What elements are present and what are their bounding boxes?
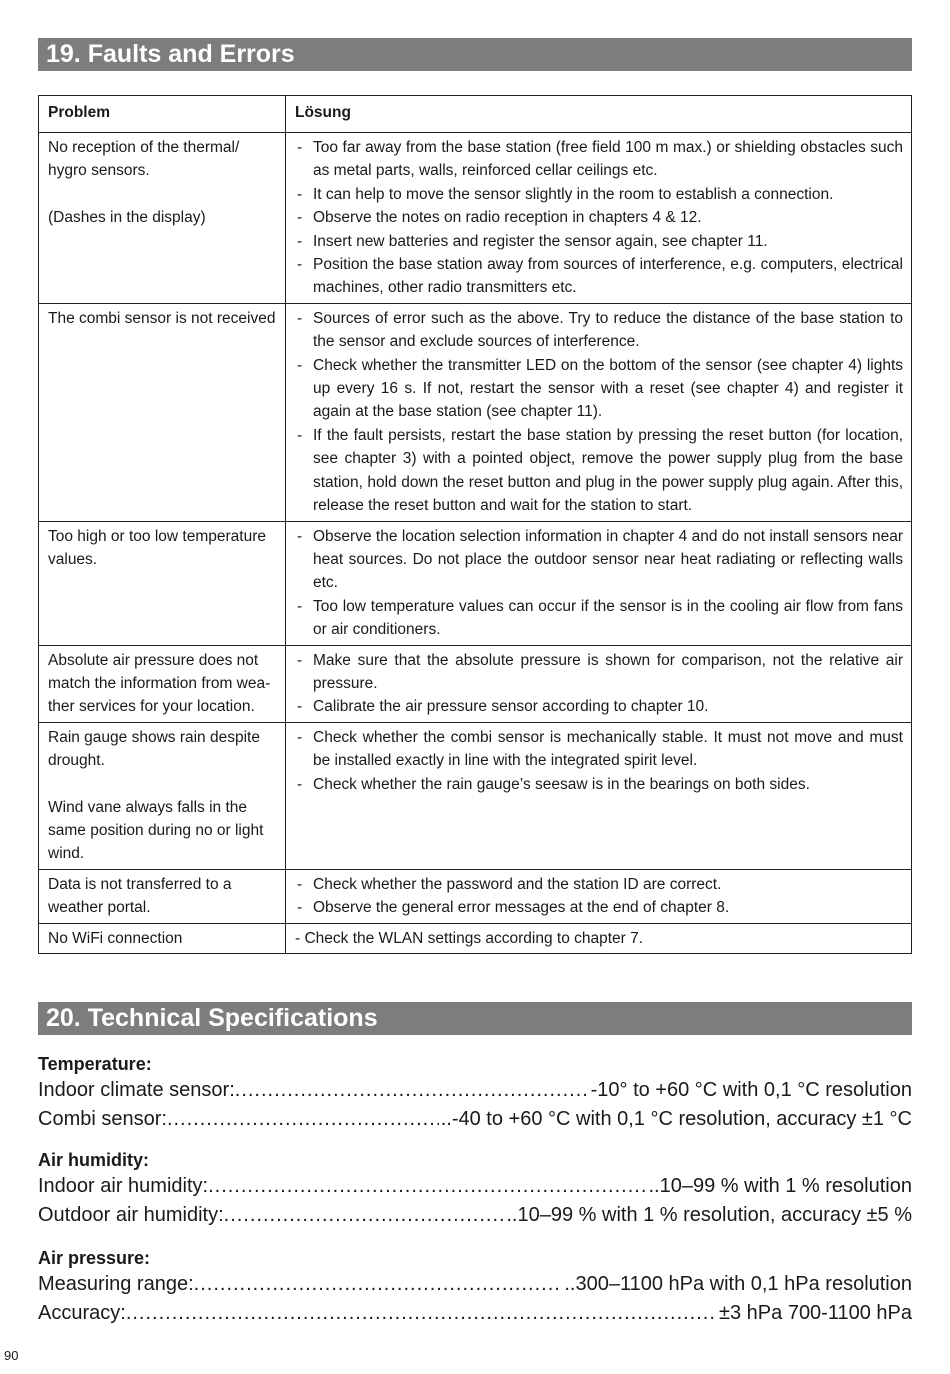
dot-leader [235, 1076, 589, 1105]
solution-cell [286, 521, 912, 645]
problem-text: No WiFi connection [48, 929, 183, 947]
problem-text: Wind vane always falls in the same position during no or light wind. [48, 798, 264, 863]
problem-cell [39, 521, 286, 645]
solution-item: - Observe the location selection information in chapter 4 and do not install sensors near heat sources. Do not place the outdoor sensor near heat radiating or reflecting walls etc. [295, 525, 903, 595]
spec-row [38, 1172, 912, 1201]
solution-item: - Too low temperature values can occur if the sensor is in the cooling air flow from fans or air conditioners. [295, 595, 903, 642]
spec-value: ..-40 to +60 °C with 0,1 °C resolution, accuracy ±1 °C [440, 1108, 912, 1130]
spec-label: Combi sensor: [38, 1108, 167, 1130]
faults-table [38, 95, 912, 954]
problem-cell [39, 923, 286, 953]
solution-item: - Observe the notes on radio reception in chapters 4 & 12. [295, 206, 903, 229]
column-header-problem: Problem [39, 96, 286, 133]
spec-row [38, 1270, 912, 1299]
solution-cell [286, 645, 912, 722]
solution-cell [286, 722, 912, 869]
dot-leader [194, 1270, 563, 1299]
table-row [39, 521, 912, 645]
spec-group-humidity [38, 1148, 912, 1230]
table-row [39, 923, 912, 953]
spec-label: Accuracy: [38, 1302, 126, 1324]
dot-leader [126, 1299, 717, 1328]
spec-heading: Air humidity: [38, 1150, 149, 1170]
section-20-heading: 20. Technical Specifications [38, 1002, 912, 1035]
solution-item: - Observe the general error messages at the end of chapter 8. [295, 896, 903, 919]
solution-item: - Calibrate the air pressure sensor according to chapter 10. [295, 695, 903, 718]
spec-value: ..10–99 % with 1 % resolution [648, 1175, 912, 1197]
solution-cell [286, 869, 912, 923]
spec-label: Outdoor air humidity: [38, 1204, 224, 1226]
solution-cell [286, 133, 912, 304]
solution-item: - Make sure that the absolute pressure is shown for comparison, not the relative air pressure. [295, 649, 903, 696]
solution-cell [286, 303, 912, 521]
problem-text: Absolute air pressure does not match the information from wea-ther services for your location. [48, 651, 271, 716]
table-row [39, 645, 912, 722]
problem-text: Rain gauge shows rain despite drought. [48, 728, 260, 770]
problem-cell [39, 869, 286, 923]
spec-value: ..10–99 % with 1 % resolution, accuracy ±5 % [506, 1204, 912, 1226]
solution-item: - Check whether the transmitter LED on the bottom of the sensor (see chapter 4) lights up every 16 s. If not, restart the sensor with a reset (see chapter 4) and register it again at the base station (see chapter 11). [295, 354, 903, 424]
solution-cell [286, 923, 912, 953]
solution-item: - Position the base station away from sources of interference, e.g. computers, electrical machines, other radio transmitters etc. [295, 253, 903, 300]
dot-leader [224, 1201, 505, 1230]
spec-group-pressure [38, 1246, 912, 1328]
solution-item: - Check whether the combi sensor is mechanically stable. It must not move and must be installed exactly in line with the integrated spirit level. [295, 726, 903, 773]
spec-row [38, 1105, 912, 1134]
table-row [39, 869, 912, 923]
spec-value: ..300–1100 hPa with 0,1 hPa resolution [564, 1273, 912, 1295]
problem-text: (Dashes in the display) [48, 208, 206, 226]
solution-item: - Too far away from the base station (free field 100 m max.) or shielding obstacles such as metal parts, walls, reinforced cellar ceilings etc. [295, 136, 903, 183]
problem-text: Too high or too low temperature values. [48, 527, 266, 568]
column-header-solution: Lösung [286, 96, 912, 133]
solution-item: - Sources of error such as the above. Try to reduce the distance of the base station to the sensor and exclude sources of interference. [295, 307, 903, 354]
problem-text: The combi sensor is not received [48, 309, 276, 327]
dot-leader [208, 1172, 646, 1201]
problem-text: No reception of the thermal/ hygro sensors. [48, 139, 240, 180]
problem-cell [39, 303, 286, 521]
solution-item: - Check whether the rain gauge’s seesaw is in the bearings on both sides. [295, 773, 903, 796]
spec-heading: Air pressure: [38, 1248, 151, 1268]
spec-label: Indoor air humidity: [38, 1175, 209, 1197]
solution-item: - If the fault persists, restart the base station by pressing the reset button (for location, see chapter 3) with a pointed object, remove the power supply plug from the base station, hold down the reset button and plug in the power supply plug again. After this, release the reset button and wait for the station to start. [295, 424, 903, 518]
page-number: 90 [4, 1348, 19, 1363]
table-row [39, 722, 912, 869]
solution-item: - It can help to move the sensor slightly in the room to establish a connection. [295, 183, 903, 206]
spec-value: -10° to +60 °C with 0,1 °C resolution [590, 1079, 912, 1101]
problem-text: Data is not transferred to a weather portal. [48, 875, 232, 917]
table-header-row [39, 96, 912, 133]
solution-item: - Check whether the password and the station ID are correct. [295, 873, 903, 896]
problem-cell [39, 722, 286, 869]
spec-row [38, 1299, 912, 1328]
spec-row [38, 1201, 912, 1230]
problem-cell [39, 645, 286, 722]
table-row [39, 303, 912, 521]
spec-label: Measuring range: [38, 1273, 194, 1295]
dot-leader [167, 1105, 439, 1134]
problem-cell [39, 133, 286, 304]
section-19-heading: 19. Faults and Errors [38, 38, 912, 71]
spec-group-temperature [38, 1052, 912, 1134]
solution-item: - Check the WLAN settings according to chapter 7. [295, 929, 644, 947]
spec-value: ±3 hPa 700-1100 hPa [719, 1302, 912, 1324]
technical-specifications [38, 1052, 912, 1328]
spec-heading: Temperature: [38, 1054, 152, 1074]
solution-item: - Insert new batteries and register the sensor again, see chapter 11. [295, 230, 903, 253]
spec-row [38, 1076, 912, 1105]
spec-label: Indoor climate sensor: [38, 1079, 235, 1101]
table-row [39, 133, 912, 304]
